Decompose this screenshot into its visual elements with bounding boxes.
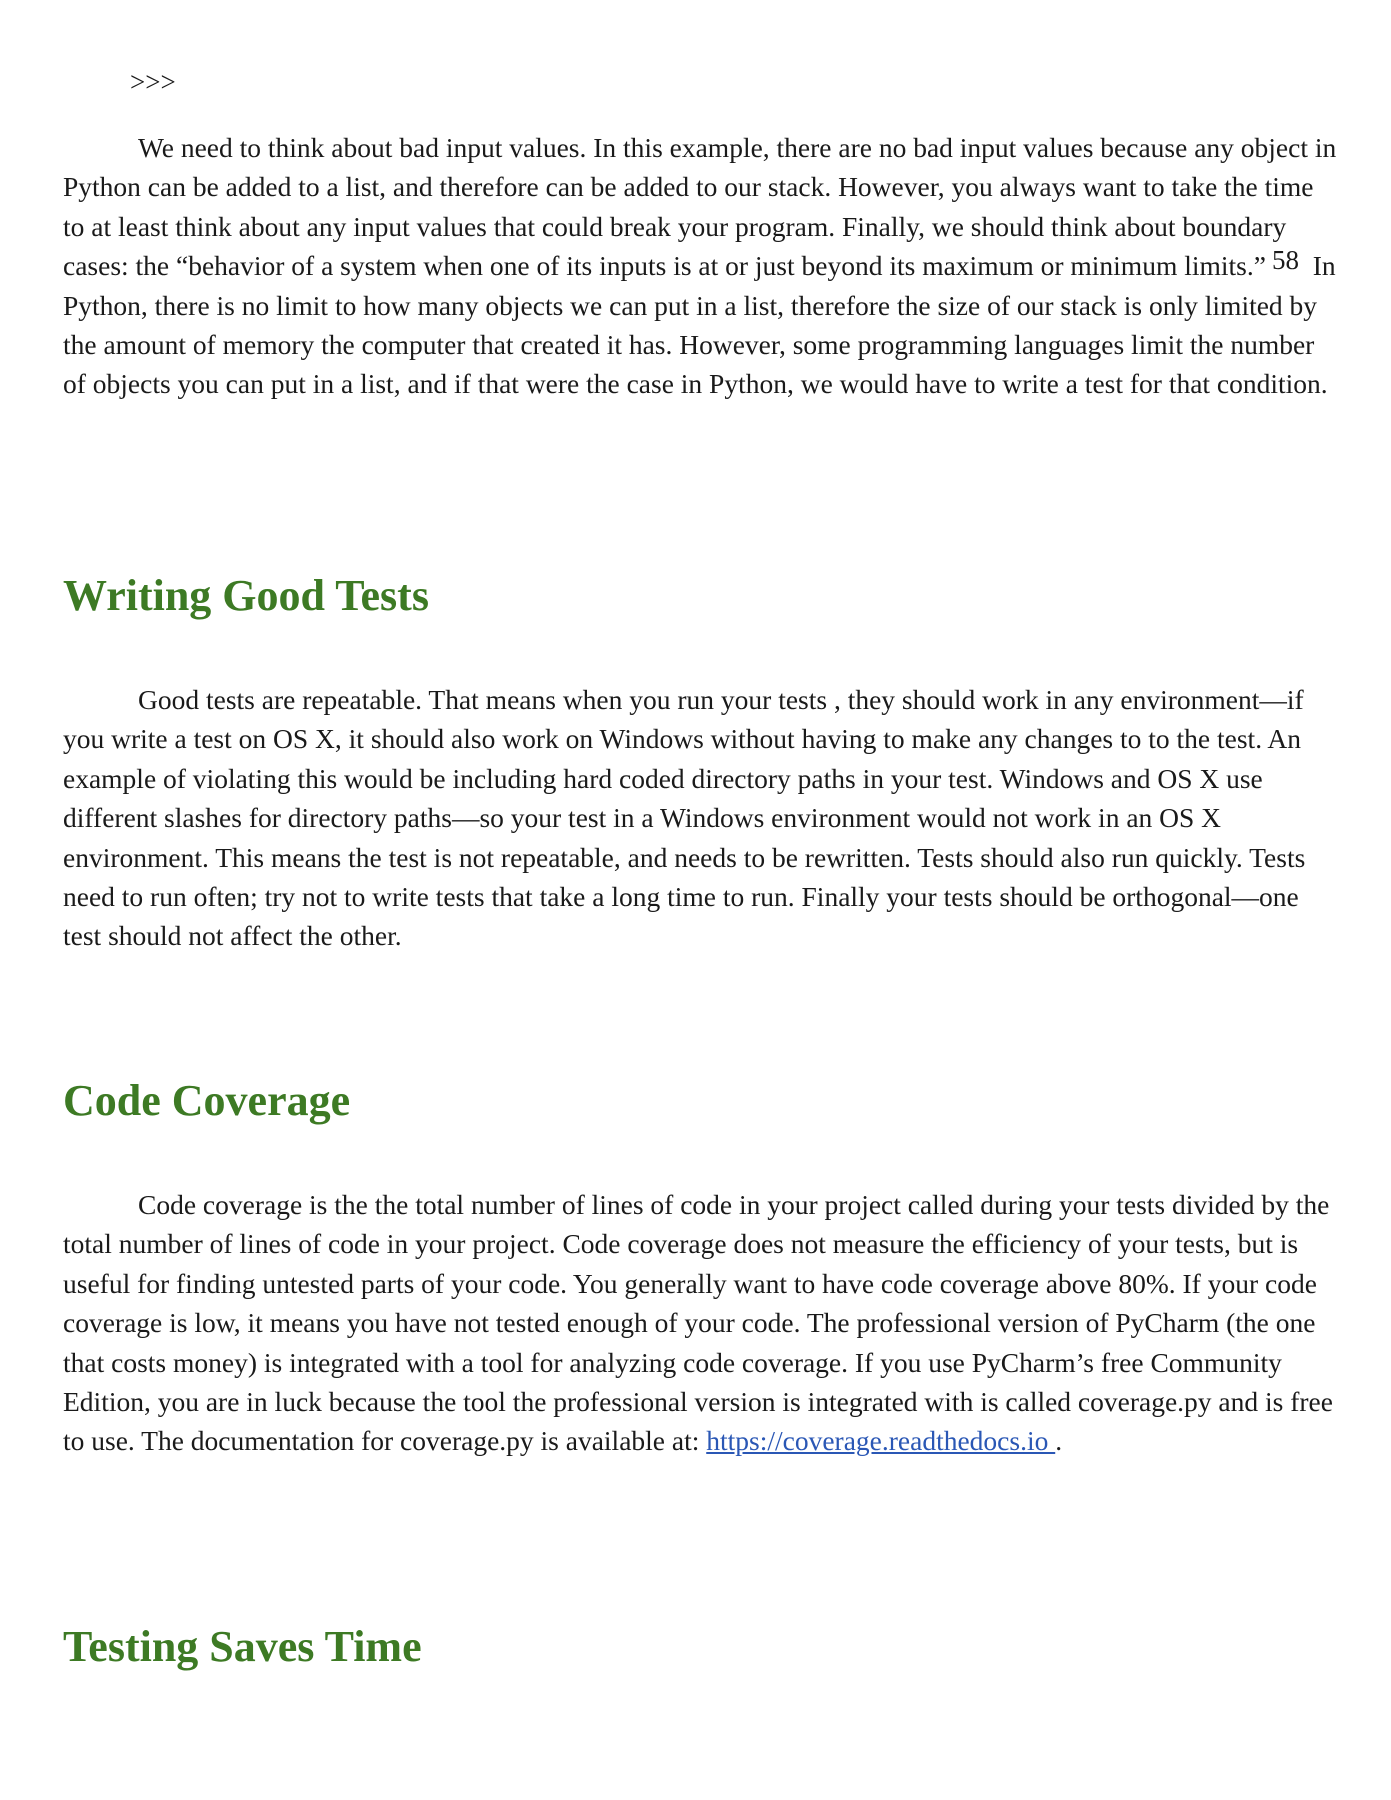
paragraph-code-coverage (63, 1185, 1338, 1461)
paragraph-boundary-cases (63, 128, 1338, 404)
paragraph-good-tests (63, 680, 1338, 956)
coverage-docs-link[interactable]: https://coverage.readthedocs.io (706, 1425, 1056, 1457)
footnote-reference[interactable]: 58 (1271, 245, 1299, 276)
paragraph-text: Good tests are repeatable. That means when you run your tests , they should work in any environment—if you write a test on OS X, it should also work on Windows without having to make any changes to to the test. An example of violating this would be including hard coded directory paths in your test. Windows and OS X use different slashes for directory paths—so your test in a Windows environment would not work in an OS X environment. This means the test is not repeatable, and needs to be rewritten. Tests should also run quickly. Tests need to run often; try not to write tests that take a long time to run. Finally your tests should be orthogonal—one test should not affect the other. (63, 684, 1306, 952)
paragraph-text: Code coverage is the the total number of lines of code in your project called during your tests divided by the total number of lines of code in your project. Code coverage does not measure the efficiency of your tests, but is useful for finding untested parts of your code. You generally want to have code coverage above 80%. If your code coverage is low, it means you have not tested enough of your code. The professional version of PyCharm (the one that costs money) is integrated with a tool for analyzing code coverage. If you use PyCharm’s free Community Edition, you are in luck because the tool the professional version is integrated with is called coverage.py and is free to use. The documentation for coverage.py is available at: (63, 1189, 1333, 1457)
heading-writing-good-tests: Writing Good Tests (63, 571, 429, 620)
heading-testing-saves-time: Testing Saves Time (63, 1622, 422, 1671)
python-prompt: >>> (130, 67, 176, 97)
heading-code-coverage: Code Coverage (63, 1076, 351, 1125)
paragraph-text-continued: In Python, there is no limit to how many objects we can put in a list, therefore the size of our stack is only limited by the amount of memory the computer that created it has. However, some programming languages limit the number of objects you can put in a list, and if that were the case in Python, we would have to write a test for that condition. (63, 250, 1336, 400)
paragraph-text: We need to think about bad input values. In this example, there are no bad input values because any object in Python can be added to a list, and therefore can be added to our stack. However, you always want to take the time to at least think about any input values that could break your program. Finally, we should think about boundary cases: the “behavior of a system when one of its inputs is at or just beyond its maximum or minimum limits.” (63, 132, 1337, 282)
paragraph-trailing-period: . (1055, 1425, 1063, 1457)
